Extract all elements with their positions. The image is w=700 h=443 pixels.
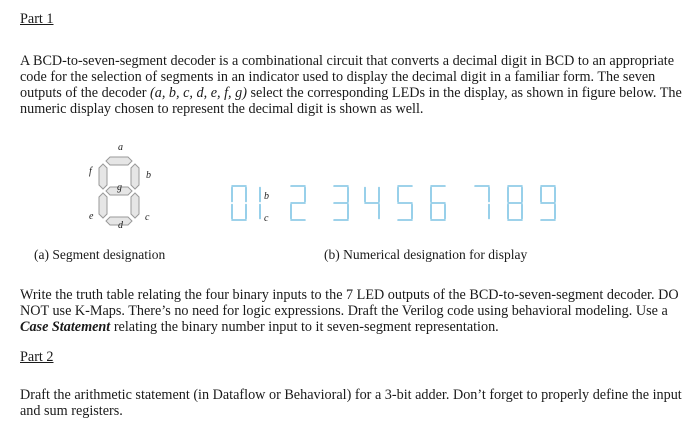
decoder-outputs: (a, b, c, d, e, f, g): [150, 85, 247, 101]
digit1-label-b: b: [264, 191, 269, 202]
caption-numerical-designation: (b) Numerical designation for display: [324, 247, 528, 262]
digit-2: [291, 186, 305, 220]
part1-heading: Part 1: [20, 11, 54, 27]
segment-f: [99, 164, 107, 189]
segment-c: [131, 193, 139, 218]
digit-0: [232, 186, 246, 220]
label-b: b: [146, 170, 151, 181]
digit-4: [365, 188, 379, 219]
instr-text-a: Write the truth table relating the four binary inputs to the 7 LED outputs of the BCD-to-seven-segment decoder. DO NOT use K-Maps. There’s no need for logic expressions. Draft the Verilog code using behavioral modeling. Use a: [20, 287, 679, 319]
label-g: g: [117, 182, 122, 193]
part2-heading: Part 2: [20, 349, 54, 365]
segment-b: [131, 164, 139, 189]
digit-9: [541, 186, 555, 220]
part1-instructions: [20, 287, 692, 335]
digit-8: [508, 186, 522, 220]
digit-5: [398, 186, 412, 220]
case-statement-emphasis: Case Statement: [20, 319, 111, 335]
desc-text-b: select the corresponding LEDs in the display, as shown in figure below. The numeric display chosen to represent the decimal digit is shown as well.: [20, 85, 682, 117]
label-f: f: [89, 166, 92, 177]
digit-7: [475, 186, 489, 219]
caption-segment-designation: (a) Segment designation: [34, 247, 166, 262]
digit-3: [334, 186, 348, 220]
part2-description: Draft the arithmetic statement (in Dataflow or Behavioral) for a 3-bit adder. Don’t forget to properly define the input and sum registers.: [20, 387, 682, 419]
segment-a: [106, 157, 132, 165]
digit1-label-c: c: [264, 213, 269, 224]
label-a: a: [118, 142, 123, 153]
segment-e: [99, 193, 107, 218]
label-d: d: [118, 220, 123, 231]
numeric-display-digits: [232, 186, 555, 220]
desc-text-a: A BCD-to-seven-segment decoder is a combinational circuit that converts a decimal digit in BCD to an appropriate code for the selection of segments in an indicator used to display the decimal digit in a familiar form. The seven outputs of the decoder: [20, 53, 675, 101]
label-e: e: [89, 211, 94, 222]
label-c: c: [145, 212, 150, 223]
digit-6: [431, 186, 445, 220]
instr-text-b: relating the binary number input to it seven-segment representation.: [110, 319, 499, 335]
